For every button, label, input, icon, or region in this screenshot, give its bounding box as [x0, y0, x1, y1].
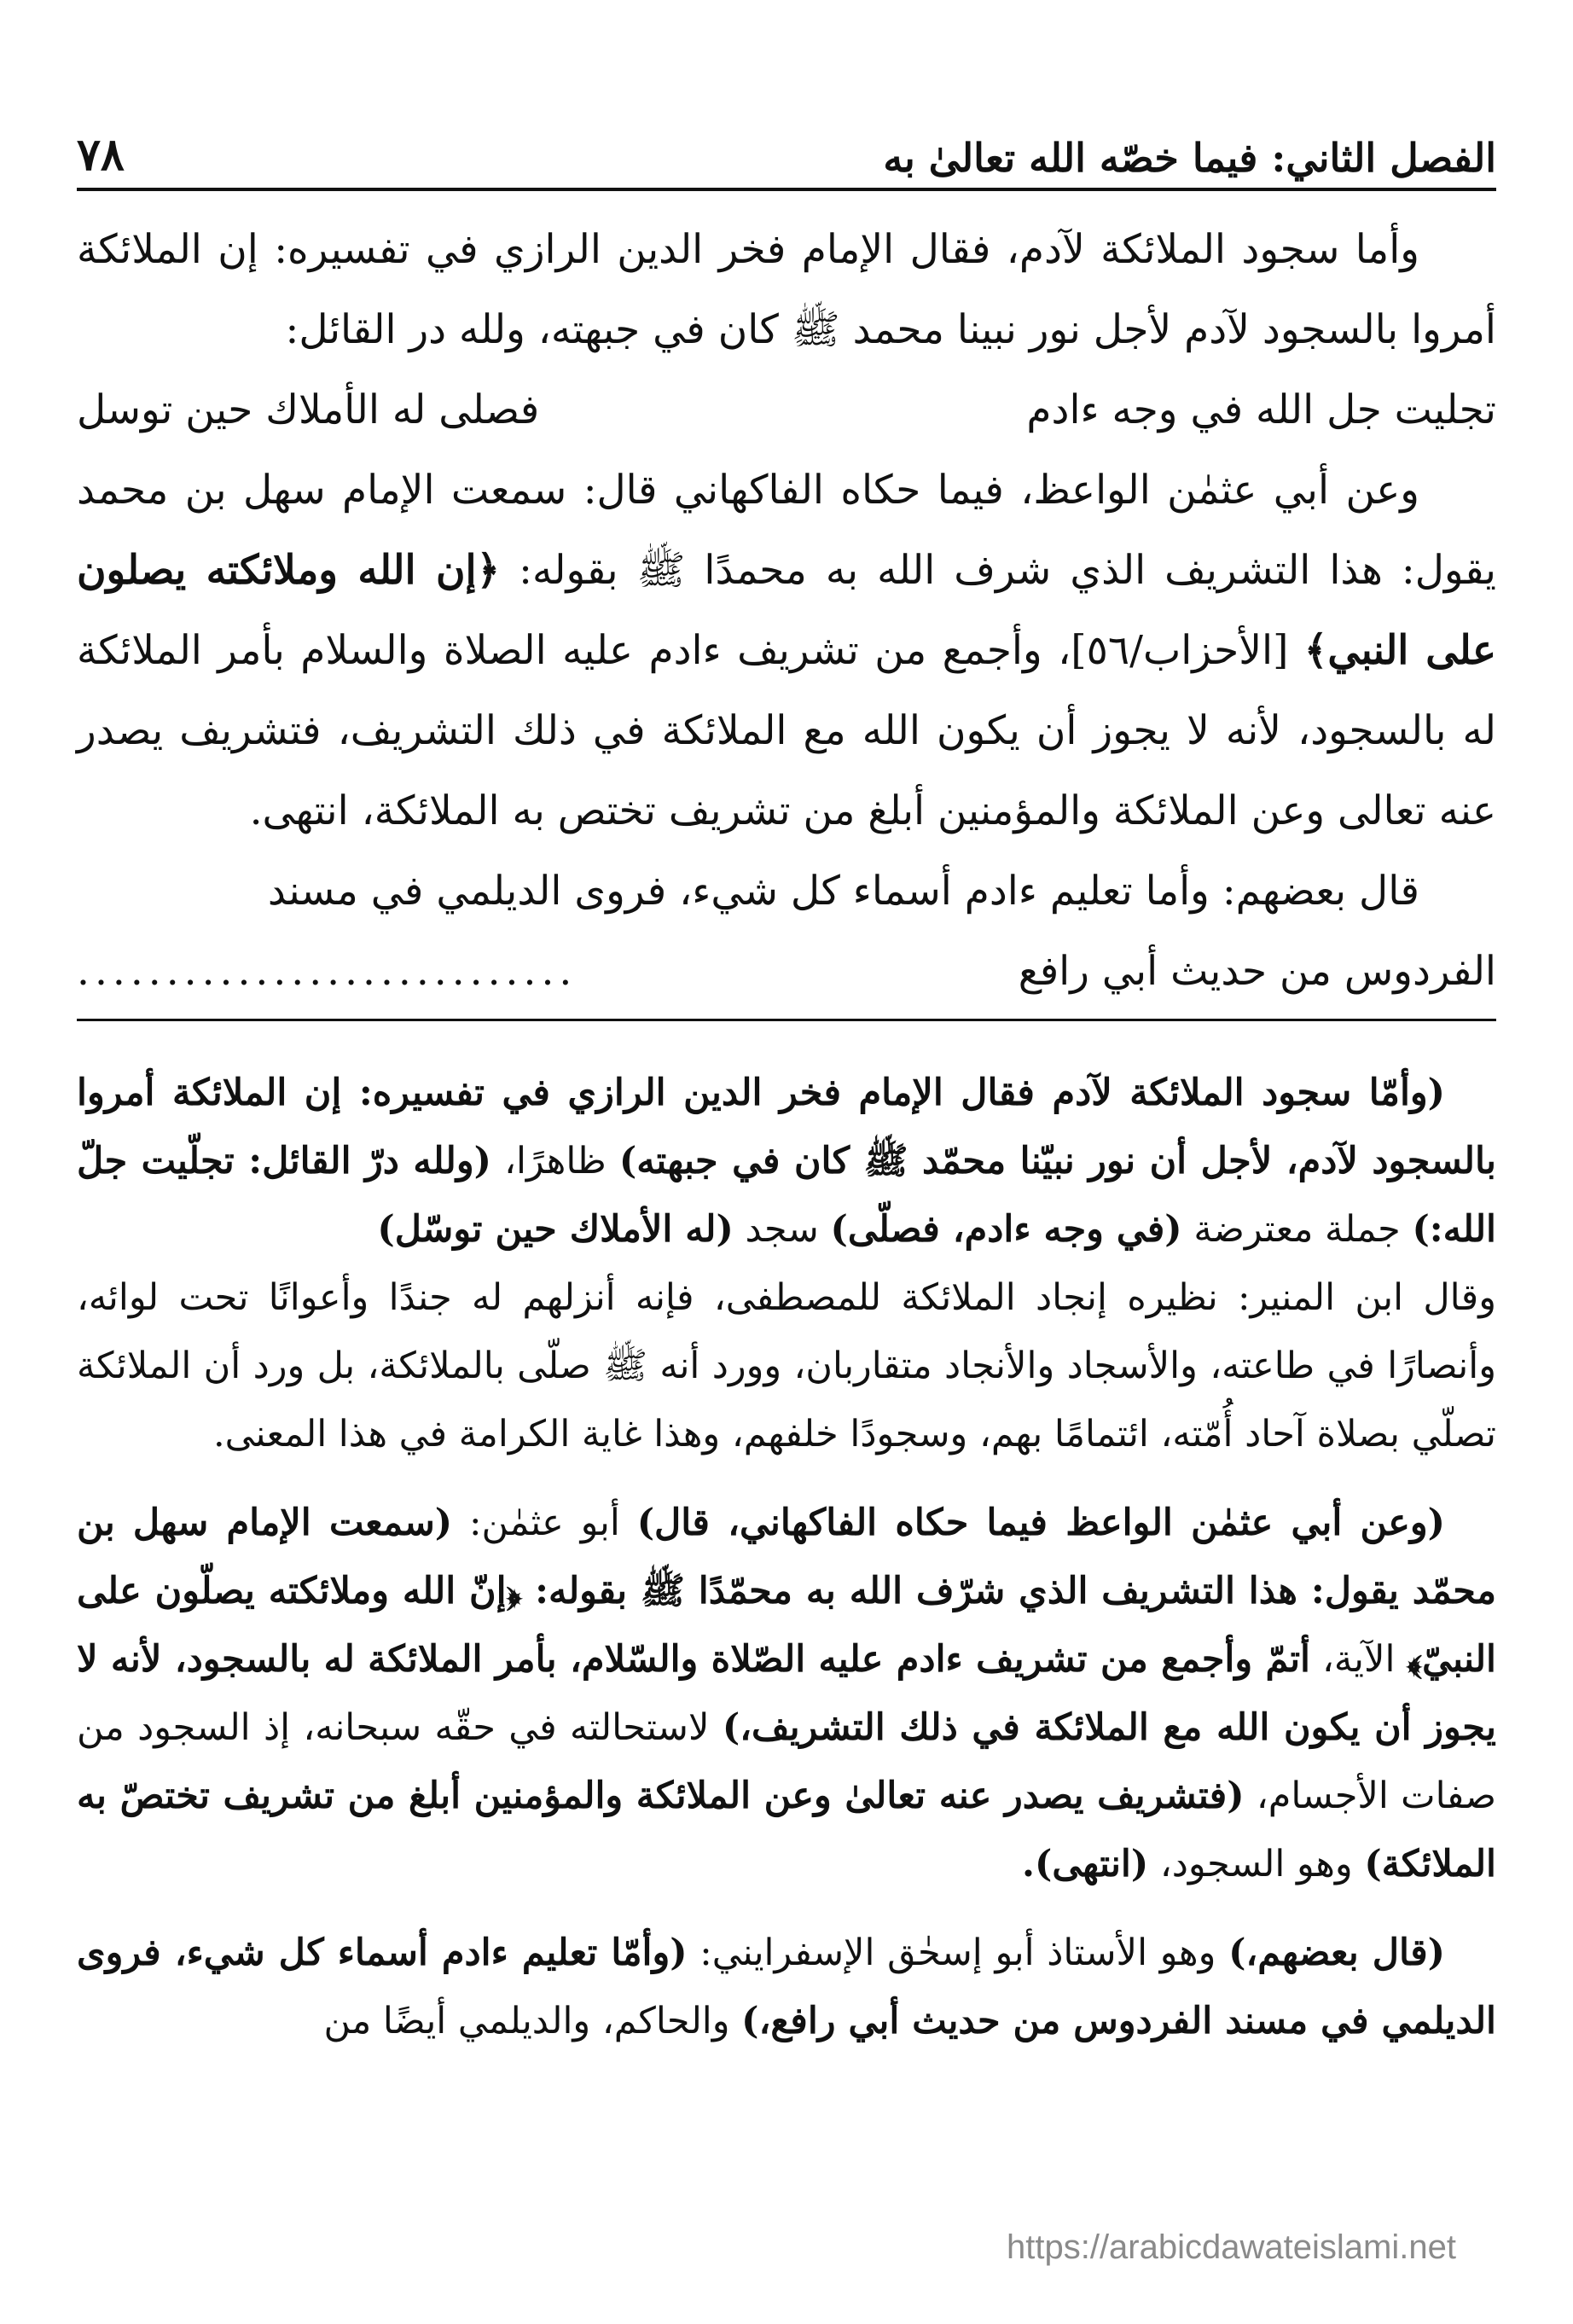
main-paragraph-1: وأما سجود الملائكة لآدم، فقال الإمام فخر الدين الرازي في تفسيره: إن الملائكة أمروا بالسجود لآدم لأجل نور نبينا محمد ﷺ كان في جبهته، ولله در القائل: — [77, 226, 1496, 353]
commentary-gloss: لاستحالته في حقّه سبحانه، إذ السجود من صفات الأجسام، — [77, 1706, 1496, 1817]
main-paragraph-2 — [77, 450, 1496, 851]
verse-first-hemistich: تجليت جل الله في وجه ءادم — [1026, 386, 1496, 433]
commentary-paragraph-4 — [77, 1919, 1496, 2055]
commentary-gloss: وهو السجود، — [1148, 1843, 1365, 1885]
commentary-gloss: سجد — [733, 1208, 831, 1251]
commentary-quote: (في وجه ءادم، فصلّى) — [830, 1208, 1182, 1251]
main-paragraph-3-last-line: الفردوس من حديث أبي رافع — [1018, 948, 1496, 995]
main-text — [77, 210, 1496, 1012]
commentary-gloss: ظاهرًا، — [490, 1140, 619, 1182]
poem-verse — [77, 370, 1496, 450]
commentary-paragraph-1 — [77, 1059, 1496, 1264]
chapter-title: الفصل الثاني: فيما خصّه الله تعالىٰ به — [883, 135, 1496, 181]
main-paragraph-3: قال بعضهم: وأما تعليم ءادم أسماء كل شيء، فروى الديلمي في مسند — [267, 868, 1419, 915]
main-paragraph-2-text-a: وعن أبي عثمٰن الواعظ، فيما حكاه الفاكهاني قال: سمعت الإمام سهل بن محمد يقول: هذا التشريف الذي شرف الله به محمدًا ﷺ بقوله: — [77, 467, 1496, 594]
commentary-divider — [77, 1019, 1496, 1021]
commentary-quote: (له الأملاك حين توسّل) — [377, 1208, 734, 1251]
commentary-gloss: أبو عثمٰن: — [452, 1502, 637, 1544]
commentary-quote: أتمّ وأجمع من تشريف ءادم عليه الصّلاة والسّلام، بأمر الملائكة له بالسجود، لأنه لا يجوز أن يكون الله مع الملائكة في ذلك التشريف،) — [77, 1638, 1496, 1749]
commentary-quote: (سمعت الإمام سهل بن محمّد يقول: هذا التشريف الذي شرّف الله به محمّدًا ﷺ بقوله: ﴿إنّ الله وملائكته يصلّون على النبيّ﴾ — [77, 1502, 1496, 1681]
header-rule — [77, 188, 1496, 191]
commentary-quote: (قال بعضهم،) — [1228, 1932, 1445, 1974]
commentary-gloss: والحاكم، والديلمي أيضًا من — [323, 2000, 742, 2042]
commentary-quote: (وأمّا تعليم ءادم أسماء كل شيء، فروى الديلمي في مسند الفردوس من حديث أبي رافع،) — [77, 1932, 1496, 2042]
site-watermark: https://arabicdawateislami.net — [1007, 2228, 1456, 2266]
page-header — [77, 102, 1496, 181]
commentary-gloss: وهو الأستاذ أبو إسحٰق الإسفرايني: — [687, 1932, 1229, 1974]
verse-second-hemistich: فصلى له الأملاك حين توسل — [77, 386, 540, 433]
page-number: ٧٨ — [77, 129, 125, 181]
commentary-quote: (وعن أبي عثمٰن الواعظ فيما حكاه الفاكهاني، قال) — [636, 1502, 1445, 1544]
main-paragraph-2-text-b: [الأحزاب/٥٦]، وأجمع من تشريف ءادم عليه الصلاة والسلام بأمر الملائكة له بالسجود، لأنه لا يجوز أن يكون الله مع الملائكة في ذلك التشريف، فتشريف يصدر عنه تعالى وعن الملائكة والمؤمنين أبلغ من تشريف تختص به الملائكة، انتهى. — [77, 627, 1496, 834]
commentary-paragraph-2: وقال ابن المنير: نظيره إنجاد الملائكة للمصطفى، فإنه أنزلهم له جندًا وأعوانًا تحت لوائه، وأنصارًا في طاعته، والأسجاد والأنجاد متقاربان، وورد أنه ﷺ صلّى بالملائكة، بل ورد أن الملائكة تصلّي بصلاة آحاد أُمّته، ائتمامًا بهم، وسجودًا خلفهم، وهذا غاية الكرامة في هذا المعنى. — [77, 1276, 1496, 1455]
commentary-gloss: جملة معترضة — [1181, 1208, 1413, 1251]
commentary-quote: (فتشريف يصدر عنه تعالىٰ وعن الملائكة والمؤمنين أبلغ من تشريف تختصّ به الملائكة) — [77, 1775, 1496, 1885]
commentary-quote: (ولله درّ القائل: تجلّيت جلّ الله:) — [77, 1140, 1496, 1251]
commentary-quote: (وأمّا سجود الملائكة لآدم فقال الإمام فخر الدين الرازي في تفسيره: إن الملائكة أمروا بالسجود لآدم، لأجل أن نور نبيّنا محمّد ﷺ كان في جبهته) — [77, 1072, 1497, 1182]
ellipsis-dots: ............................ — [77, 948, 578, 995]
quran-verse: ﴿إن الله وملائكته يصلون على النبي﴾ — [77, 547, 1496, 674]
commentary-quote: (انتهى). — [1022, 1843, 1149, 1885]
commentary-text — [77, 1059, 1496, 2055]
main-paragraph-3-end — [77, 932, 1496, 1012]
commentary-gloss: الآية، — [1310, 1638, 1408, 1681]
commentary-paragraph-3 — [77, 1489, 1496, 1898]
